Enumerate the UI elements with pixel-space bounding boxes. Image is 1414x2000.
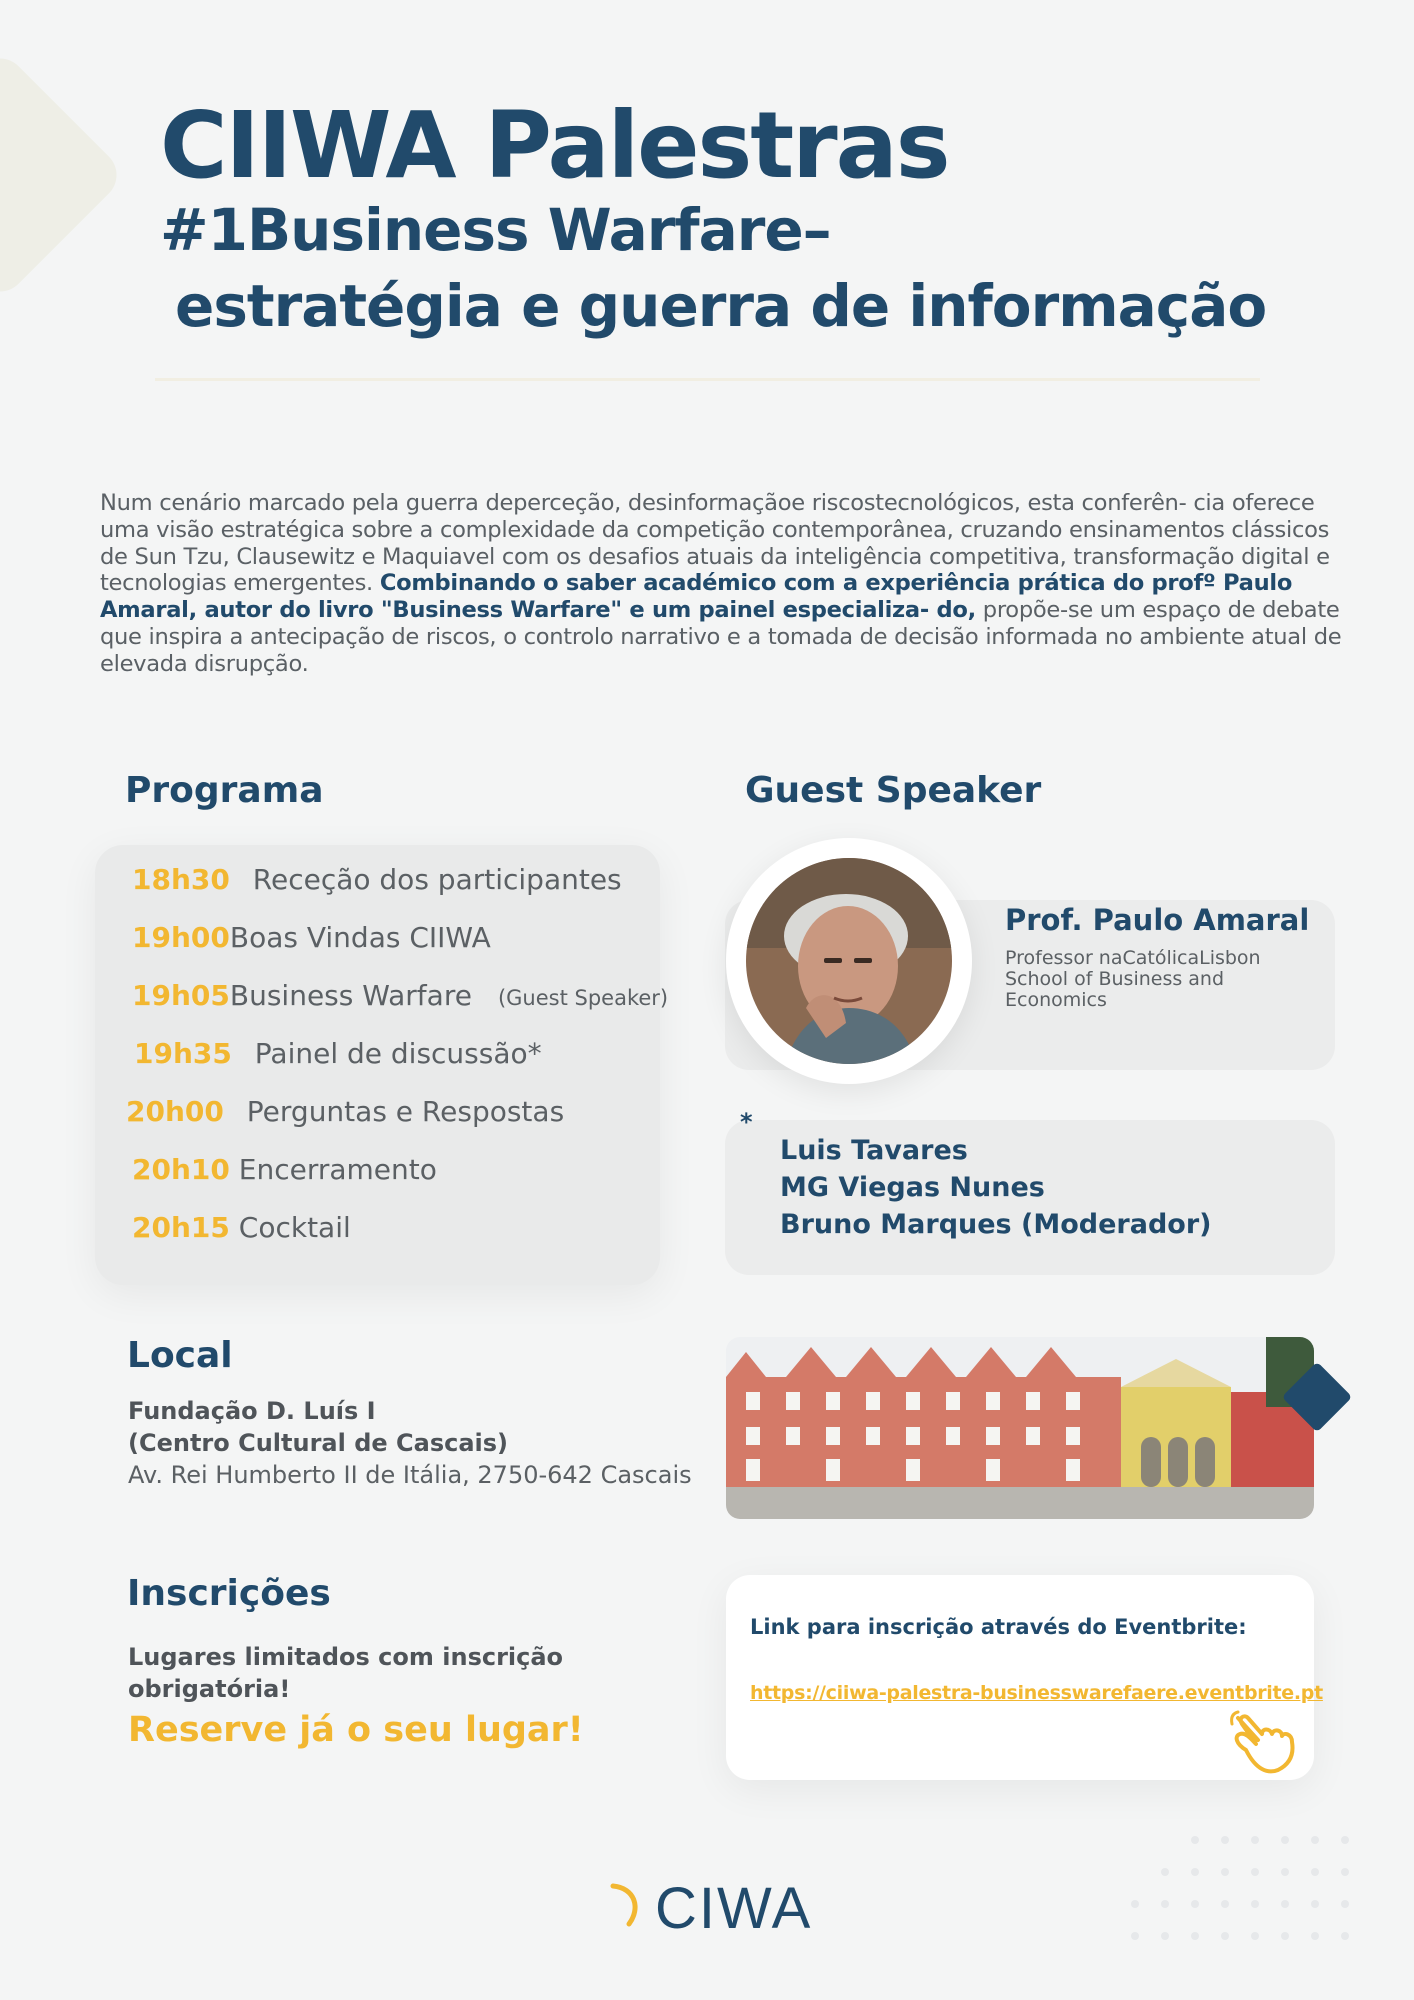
- registration-link-label: Link para inscrição através do Eventbrite:: [750, 1615, 1247, 1639]
- decorative-dots: [1100, 1820, 1400, 2000]
- program-time: 19h35: [134, 1037, 232, 1070]
- intro-text-bold: Combinando o saber académico com a experiência prática do profº Paulo Amaral, autor do livro "Business Warfare" e um painel especializa- do,: [100, 570, 1293, 624]
- registration-link[interactable]: https://ciiwa-palestra-businesswarefaere.eventbrite.pt: [750, 1682, 1323, 1704]
- local-heading: Local: [127, 1335, 233, 1376]
- pointing-hand-icon: [1228, 1710, 1304, 1776]
- program-item: [132, 1153, 437, 1186]
- intro-text-1: Num cenário marcado pela guerra deperceção, desinformaçãoe riscostecnológicos, esta conferên- cia oferece uma visão estratégica sobre a complexidade da competição contemporânea, cruzando ensinamentos clássicos de Sun Tzu, Clausewitz e Maquiavel com os desafios atuais da inteligência competitiva, transformação digital e tecnologias emergentes.: [100, 490, 1330, 597]
- program-item: [132, 863, 622, 896]
- venue-photo: [726, 1337, 1314, 1519]
- program-label: Encerramento: [238, 1153, 437, 1186]
- program-note: (Guest Speaker): [497, 986, 669, 1010]
- program-label: Receção dos participantes: [252, 863, 622, 896]
- program-label: Boas Vindas CIIWA: [229, 921, 491, 954]
- title-divider: [155, 378, 1260, 381]
- program-time: 18h30: [132, 863, 230, 896]
- inscricoes-text-line1: Lugares limitados com inscrição: [128, 1643, 564, 1671]
- speaker-role: Professor naCatólicaLisbon School of Business and Economics: [1005, 947, 1261, 1011]
- logo-text: CIWA: [655, 1876, 813, 1941]
- page-title: CIIWA Palestras: [160, 92, 949, 199]
- program-time: 20h10: [132, 1153, 230, 1186]
- speaker-name: Prof. Paulo Amaral: [1005, 903, 1310, 937]
- program-label: Perguntas e Respostas: [246, 1095, 565, 1128]
- inscricoes-heading: Inscrições: [127, 1573, 331, 1614]
- intro-paragraph: [100, 490, 1345, 678]
- speaker-photo: [746, 858, 952, 1064]
- program-time: 20h00: [126, 1095, 224, 1128]
- program-time: 19h00: [132, 921, 230, 954]
- decorative-shape: [0, 48, 127, 303]
- program-time: 19h05: [132, 979, 230, 1012]
- program-item: [132, 921, 491, 954]
- program-item: [134, 1037, 542, 1070]
- program-item: [132, 979, 668, 1012]
- program-time: 20h15: [132, 1211, 230, 1244]
- venue-subname: (Centro Cultural de Cascais): [128, 1429, 509, 1457]
- reserve-cta: Reserve já o seu lugar!: [128, 1710, 584, 1750]
- program-item: [126, 1095, 564, 1128]
- panel-member: MG Viegas Nunes: [780, 1172, 1045, 1203]
- panel-member: Bruno Marques (Moderador): [780, 1209, 1212, 1240]
- program-item: [132, 1211, 351, 1244]
- panel-asterisk: *: [740, 1108, 753, 1136]
- program-label: Business Warfare: [229, 979, 472, 1012]
- program-label: Cocktail: [238, 1211, 351, 1244]
- inscricoes-text-line2: obrigatória!: [128, 1675, 291, 1703]
- panel-member: Luis Tavares: [780, 1135, 968, 1166]
- page-subtitle-line1: #1Business Warfare–: [160, 196, 831, 264]
- program-label: Painel de discussão*: [254, 1037, 542, 1070]
- venue-name: Fundação D. Luís I: [128, 1397, 376, 1425]
- guest-speaker-heading: Guest Speaker: [745, 770, 1042, 811]
- registration-link-card: [726, 1575, 1314, 1780]
- venue-address: Av. Rei Humberto II de Itália, 2750-642 Cascais: [128, 1461, 692, 1489]
- page-subtitle-line2: estratégia e guerra de informação: [175, 272, 1267, 340]
- programa-heading: Programa: [125, 770, 324, 811]
- intro-text-2: propõe-se um espaço de debate que inspira a antecipação de riscos, o controlo narrativo e a tomada de decisão informada no ambiente atual de elevada disrupção.: [100, 597, 1342, 677]
